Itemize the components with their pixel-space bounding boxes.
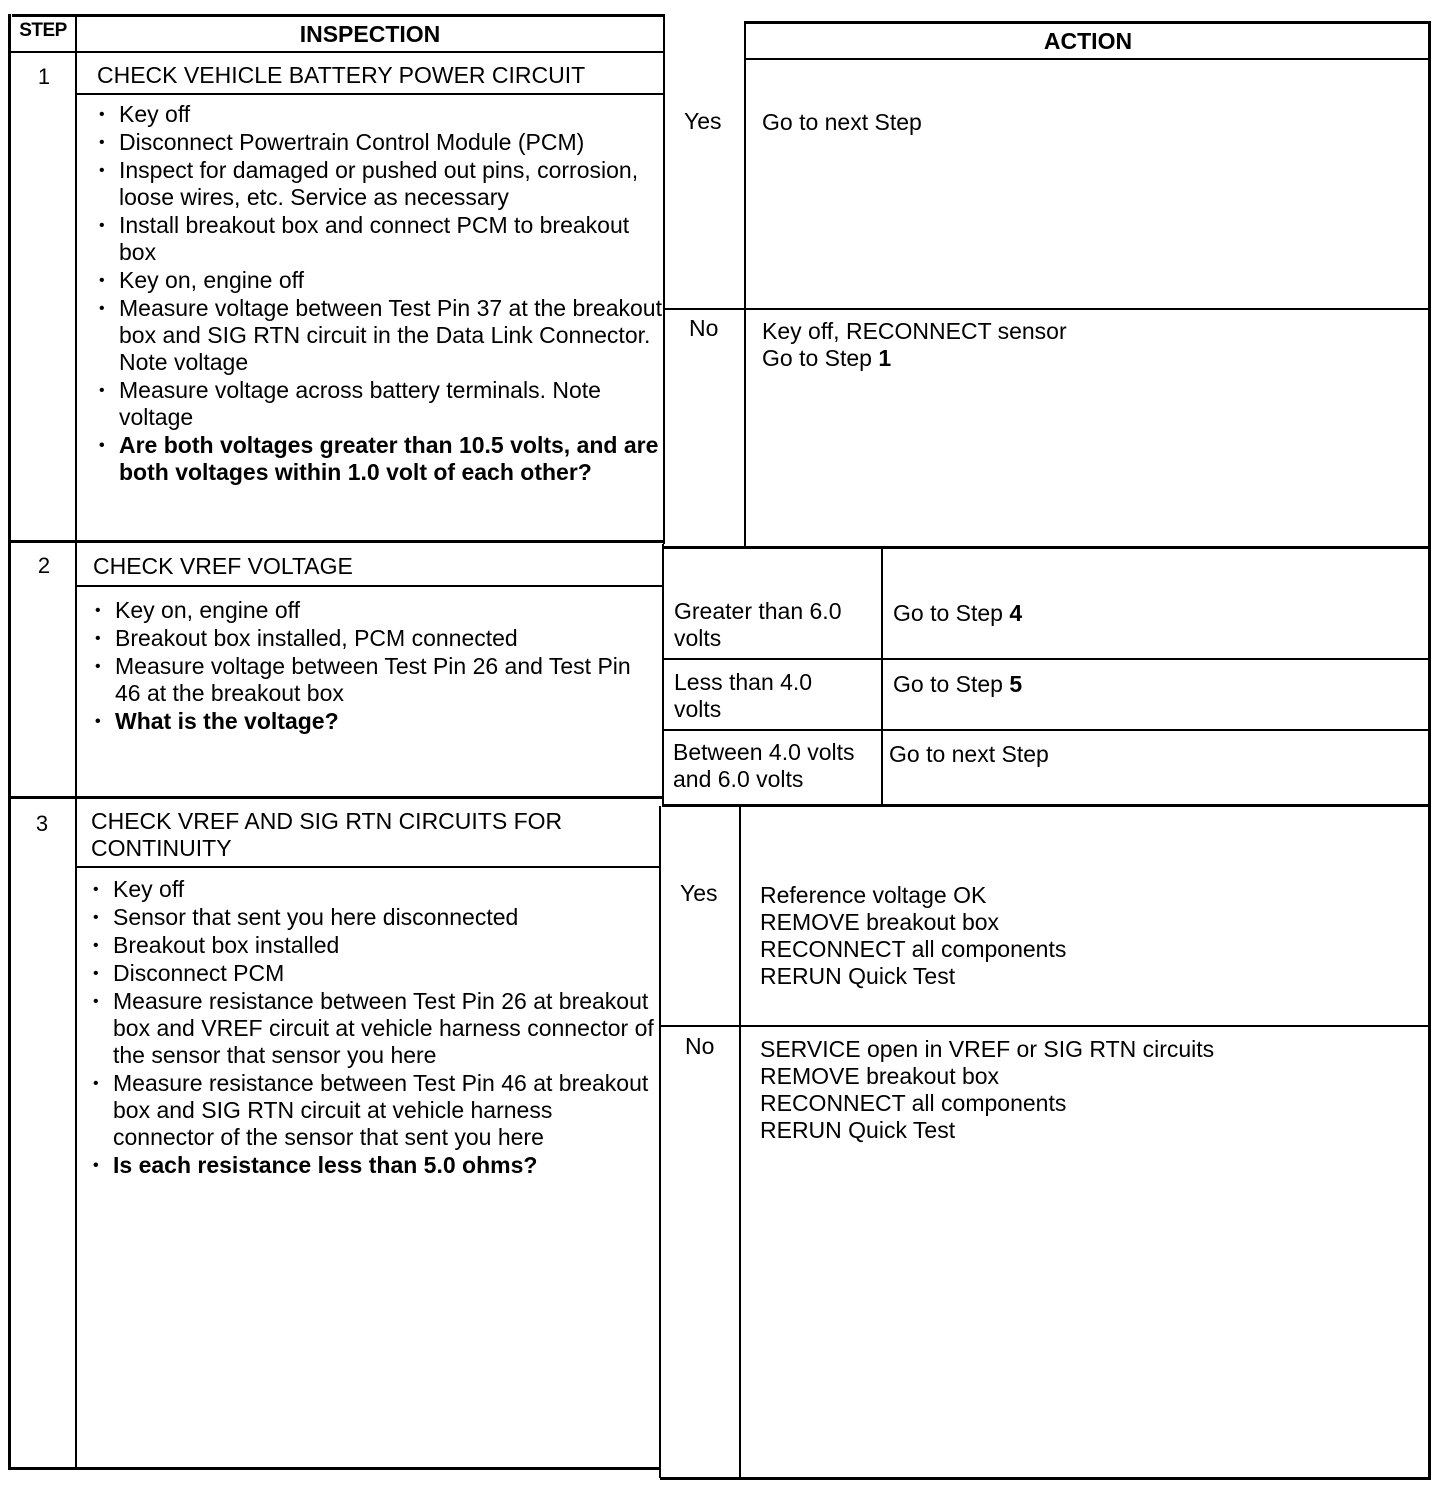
header-inspection: INSPECTION bbox=[299, 21, 441, 47]
bullet-question: • Are both voltages greater than 10.5 volts, and are both voltages within 1.0 volt of each other? bbox=[97, 432, 665, 486]
result-action-text: Go to Step bbox=[762, 345, 879, 371]
result-action-yes bbox=[760, 882, 1066, 990]
border-left bbox=[8, 14, 11, 1470]
bullet-item: • Sensor that sent you here disconnected bbox=[91, 904, 659, 931]
result-action-step-number: 4 bbox=[1009, 600, 1023, 626]
border-bottom-action bbox=[660, 1477, 1431, 1480]
bullet-item: • Key off bbox=[97, 101, 665, 128]
result-condition-no: No bbox=[685, 1033, 715, 1059]
bullet-item: • Measure resistance between Test Pin 26 at breakout box and VREF circuit at vehicle harness connector of the sensor that sensor you here bbox=[91, 988, 659, 1069]
step-title: CHECK VEHICLE BATTERY POWER CIRCUIT bbox=[97, 62, 586, 88]
step1-separator bbox=[10, 540, 665, 543]
step2-separator-action bbox=[662, 804, 1431, 807]
result-action-line: RECONNECT all components bbox=[760, 1090, 1067, 1116]
step-bullet-list bbox=[97, 101, 665, 487]
bullet-question: • What is the voltage? bbox=[93, 708, 658, 735]
bullet-item: • Measure voltage between Test Pin 37 at the breakout box and SIG RTN circuit in the Data Link Connector. Note voltage bbox=[97, 295, 665, 376]
step-number: 3 bbox=[35, 811, 49, 836]
bullet-item: • Measure voltage across battery terminals. Note voltage bbox=[97, 377, 665, 431]
step2-row-divider-2 bbox=[663, 729, 1431, 731]
result-action bbox=[893, 600, 1022, 627]
header-underline bbox=[10, 51, 665, 53]
header-action: ACTION bbox=[1043, 28, 1133, 54]
result-action-line: Reference voltage OK bbox=[760, 882, 987, 908]
result-action-line: RERUN Quick Test bbox=[760, 1117, 956, 1143]
header-step: STEP bbox=[19, 20, 67, 41]
bullet-item: • Measure voltage between Test Pin 26 and Test Pin 46 at the breakout box bbox=[93, 653, 658, 707]
bullet-item: • Inspect for damaged or pushed out pins, corrosion, loose wires, etc. Service as necessary bbox=[97, 157, 665, 211]
result-action-yes: Go to next Step bbox=[762, 109, 922, 135]
bullet-item: • Key on, engine off bbox=[93, 597, 658, 624]
result-action-step-number: 5 bbox=[1009, 671, 1023, 697]
bullet-item: • Install breakout box and connect PCM to breakout box bbox=[97, 212, 665, 266]
bullet-item: • Breakout box installed, PCM connected bbox=[93, 625, 658, 652]
vline-cond-2 bbox=[881, 546, 883, 804]
vline-cond-1 bbox=[744, 21, 746, 546]
vline-inspection-3 bbox=[659, 806, 661, 1478]
step2-separator bbox=[10, 796, 664, 799]
result-action-text: Go to Step bbox=[893, 671, 1010, 697]
result-condition: Less than 4.0 volts bbox=[674, 669, 813, 722]
result-action-text: Go to Step bbox=[893, 600, 1010, 626]
border-top-action bbox=[745, 21, 1431, 24]
result-condition-no: No bbox=[689, 315, 719, 341]
vline-cond-3 bbox=[739, 804, 741, 1479]
result-action-line: SERVICE open in VREF or SIG RTN circuits bbox=[760, 1036, 1215, 1062]
result-condition: Greater than 6.0 volts bbox=[674, 598, 842, 651]
step2-row-divider-1 bbox=[663, 658, 1431, 660]
bullet-item: • Key on, engine off bbox=[97, 267, 665, 294]
result-action-no-line2 bbox=[762, 345, 891, 372]
result-action-no bbox=[760, 1036, 1214, 1144]
step1-yes-no-divider bbox=[665, 308, 1431, 310]
bullet-question: • Is each resistance less than 5.0 ohms? bbox=[91, 1152, 659, 1179]
step-bullet-list bbox=[91, 876, 659, 1180]
result-action-line: REMOVE breakout box bbox=[760, 909, 1000, 935]
result-action-no-line1: Key off, RECONNECT sensor bbox=[762, 318, 1067, 344]
vline-inspection-2 bbox=[662, 544, 664, 806]
step-title: CHECK VREF VOLTAGE bbox=[93, 553, 353, 579]
result-action-step-number: 1 bbox=[878, 345, 892, 371]
result-condition-yes: Yes bbox=[684, 108, 722, 134]
bullet-item: • Disconnect PCM bbox=[91, 960, 659, 987]
step1-separator-action bbox=[663, 546, 1431, 549]
step-number: 2 bbox=[37, 553, 51, 578]
header-underline-action bbox=[745, 58, 1431, 60]
step1-title-underline bbox=[77, 93, 665, 95]
result-action bbox=[893, 671, 1022, 698]
bullet-item: • Measure resistance between Test Pin 46 at breakout box and SIG RTN circuit at vehicle harness connector of the sensor that sent you here bbox=[91, 1070, 659, 1151]
result-action-line: REMOVE breakout box bbox=[760, 1063, 1000, 1089]
step3-title-underline bbox=[77, 866, 661, 868]
border-bottom bbox=[8, 1467, 660, 1470]
vline-step bbox=[75, 14, 77, 1470]
step2-title-underline bbox=[77, 585, 664, 587]
bullet-item: • Breakout box installed bbox=[91, 932, 659, 959]
result-condition: Between 4.0 volts and 6.0 volts bbox=[673, 739, 855, 792]
result-action-line: RECONNECT all components bbox=[760, 936, 1067, 962]
step3-yes-no-divider bbox=[661, 1025, 1431, 1027]
step-bullet-list bbox=[93, 597, 658, 736]
bullet-item: • Key off bbox=[91, 876, 659, 903]
step-number: 1 bbox=[37, 64, 51, 89]
step-title: CHECK VREF AND SIG RTN CIRCUITS FOR CONTINUITY bbox=[91, 808, 563, 861]
border-top bbox=[12, 14, 665, 17]
bullet-item: • Disconnect Powertrain Control Module (PCM) bbox=[97, 129, 665, 156]
border-right bbox=[1428, 21, 1431, 1480]
result-action-line: RERUN Quick Test bbox=[760, 963, 956, 989]
result-condition-yes: Yes bbox=[680, 880, 718, 906]
result-action: Go to next Step bbox=[889, 741, 1049, 767]
